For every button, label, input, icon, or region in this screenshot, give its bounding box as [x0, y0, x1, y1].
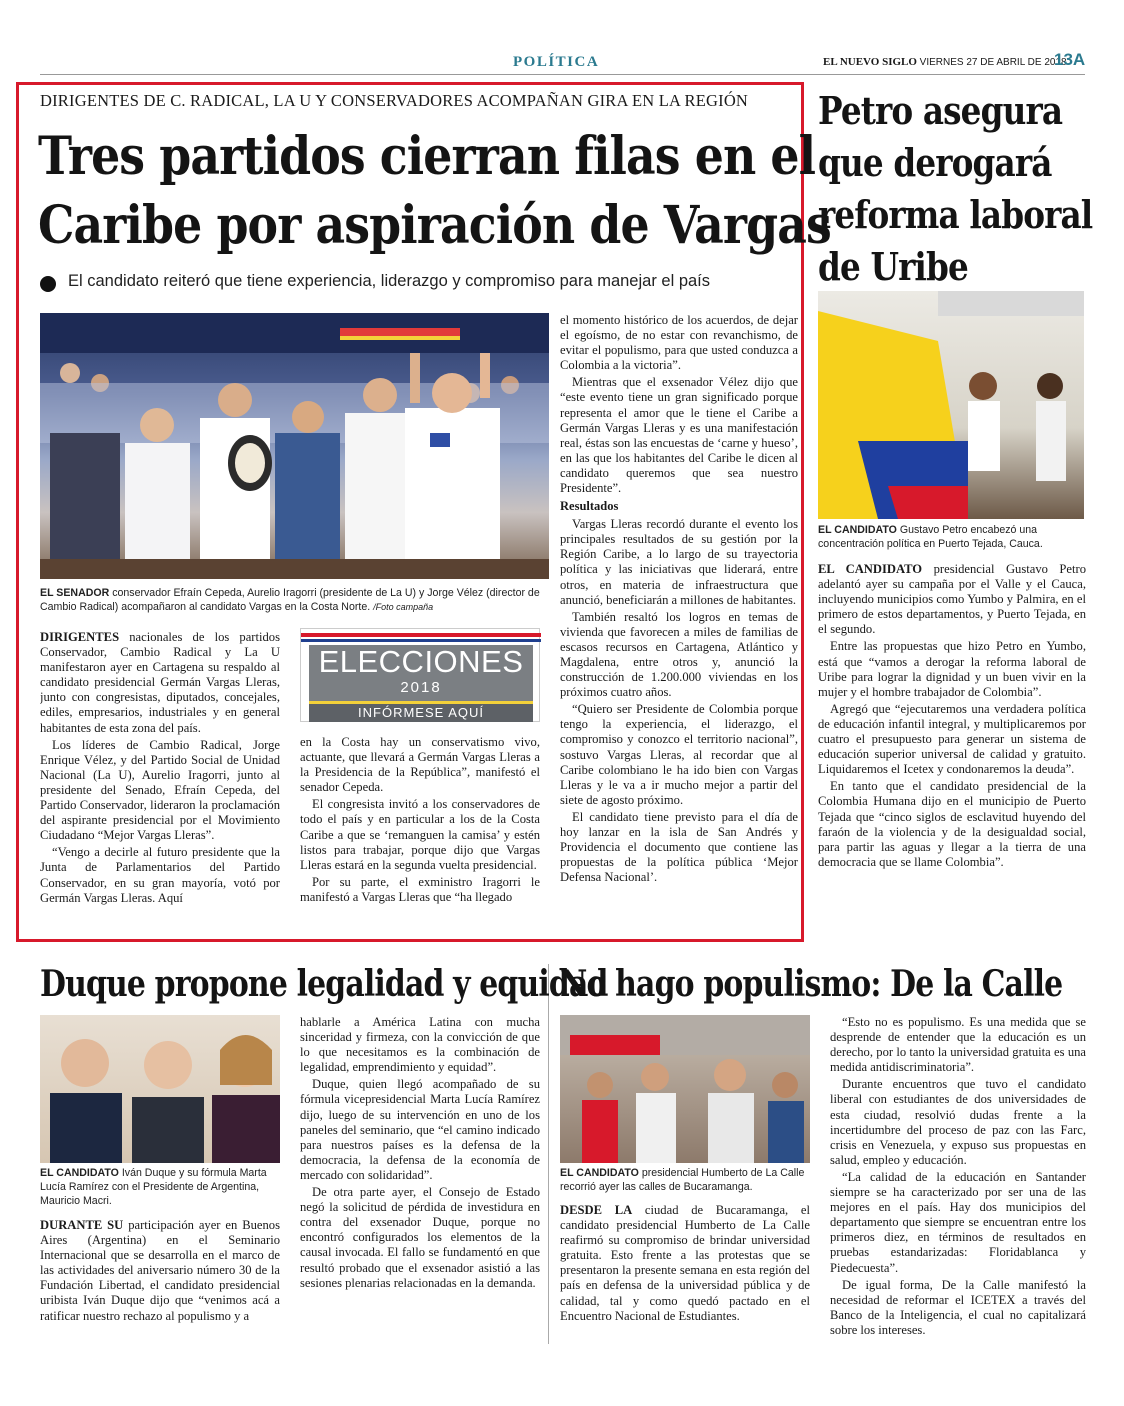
main-headline-line1: Tres partidos cierran filas en el — [38, 126, 816, 187]
issue-date: VIERNES 27 DE ABRIL DE 2018 — [919, 57, 1067, 68]
header-rule — [40, 74, 1085, 75]
petro-photo-caption — [818, 523, 1084, 551]
petro-paragraph-1 — [818, 562, 1086, 637]
main-col3-paragraph-5: “Quiero ser Presidente de Colombia porque tengo la experiencia, el liderazgo, el compromiso y conozco el territorio nacional”, sostuvo Vargas Lleras, al recordar que al Caribe colombiano le ha ido bien con Vargas Lleras y le va a ir mucho mejor a partir del siete de agosto próximo. — [560, 702, 798, 807]
duque-caption-text: Iván Duque y su fórmula Marta Lucía Ramírez con el Presidente de Argentina, Mauricio Macri. — [40, 1167, 267, 1207]
petro-caption-lead: EL CANDIDATO — [818, 524, 897, 536]
deck-bullet-icon — [40, 276, 56, 292]
duque-lead: DURANTE SU — [40, 1218, 124, 1232]
duque-column-1 — [40, 1218, 280, 1348]
delacalle-paragraph-4: “La calidad de la educación en Santander siempre se ha caracterizado por ser una de las mejores en el país. Hay dos municipios del departamento que siempre se encuentran entre los primeros diez, en términos de resultados en pruebas estandarizadas: Floridablanca y Piedecuesta”. — [830, 1169, 1086, 1275]
duque-paragraph-3: Duque, quien llegó acompañado de su fórmula vicepresidencial Marta Lucía Ramírez dijo, luego de su intervención en uno de los paneles del seminario, que “el camino indicado para nuestros países es la defensa de la democracia, la defensa de la economía de mercado con solidaridad”. — [300, 1077, 540, 1182]
main-col3-paragraph-1: el momento histórico de los acuerdos, de dejar el egoísmo, de no estar con revanchismo, de evitar el populismo, para que usted conduzca a Colombia a la victoria”. — [560, 313, 798, 373]
duque-paragraph-2: hablarle a América Latina con mucha sinceridad y firmeza, con la convicción de que lo que necesitamos es la combinación de legalidad, emprendimiento y equidad”. — [300, 1015, 540, 1075]
caption-lead: EL SENADOR — [40, 587, 110, 599]
petro-headline-line3: reforma laboral — [818, 192, 1093, 237]
duque-paragraph-1 — [40, 1218, 280, 1324]
petro-lead: EL CANDIDATO — [818, 562, 923, 576]
caption-credit: /Foto campaña — [373, 602, 434, 612]
main-photo-caption — [40, 586, 555, 614]
main-paragraph-1 — [40, 630, 280, 736]
main-column-3 — [560, 313, 798, 935]
delacalle-caption-lead: EL CANDIDATO — [560, 1167, 639, 1179]
petro-p1-text: presidencial Gustavo Petro adelantó ayer su campaña por el Valle y el Cauca, incluyendo municipios como Yumbo y Palmira, en el primero de estos departamentos, y Puerto Tejada, en el segundo. — [818, 562, 1086, 637]
delacalle-photo — [560, 1015, 810, 1163]
dropcap-lead: DIRIGENTES — [40, 630, 120, 644]
main-col3-paragraph-4: También resaltó los logros en temas de vivienda que favorecen a miles de familias de escasos recursos en Cartagena, Atlántico y Magdalena, entre otros y, anunció la construcción de 1.200.000 viviendas en los próximos cuatro años. — [560, 609, 798, 700]
delacalle-caption-text: presidencial Humberto de La Calle recorrió ayer las calles de Bucaramanga. — [560, 1167, 805, 1193]
main-photo — [40, 313, 549, 579]
ad-stripe-blue — [301, 639, 541, 642]
duque-paragraph-4: De otra parte ayer, el Consejo de Estado negó la solicitud de pérdida de investidura en contra del exsenador Duque, porque no encontró configurados los elementos de la causal invocada. El fallo se fundamentó en que resultó probado que el exsenador asistió a las sesiones plenarias relacionadas en la demanda. — [300, 1185, 540, 1290]
delacalle-paragraph-3: Durante encuentros que tuvo el candidato liberal con estudiantes de dos universidades de esta ciudad, resolvió dudas frente a la incertidumbre del proceso de paz con las Farc, crisis en Venezuela, y expuso sus propuestas en salud, empleo y educación. — [830, 1077, 1086, 1167]
main-deck: El candidato reiteró que tiene experiencia, liderazgo y compromiso para manejar el país — [68, 272, 711, 290]
masthead-name: EL NUEVO SIGLO — [823, 56, 917, 68]
event-crowd-illustration — [40, 313, 549, 579]
duque-p1-text: participación ayer en Buenos Aires (Argentina) en el Seminario Internacional que se desarrolla en el marco de las actividades del aniversario número 30 de la Fundación Libertad, el candidato presidencial uribista Iván Duque dijo que “venimos acá a ratificar nuestro rechazo al populismo y a — [40, 1218, 280, 1323]
duque-headline: Duque propone legalidad y equidad — [40, 963, 608, 1005]
petro-paragraph-4: En tanto que el candidato presidencial de la Colombia Humana dijo en el municipio de Puerto Tejada que “cinco siglos de esclavitud huyendo del faraón de la violencia y de la desigualdad social, para partir las aguas y llegar a la tierra de una democracia que se llame Colombia”. — [818, 779, 1086, 869]
petro-photo — [818, 291, 1084, 519]
page-number: 13A — [1054, 50, 1086, 69]
main-col2-paragraph-2: El congresista invitó a los conservadores de todo el país y en particular a los de la Costa Caribe a que se ‘remanguen la camisa’ y estén listos para trabajar, porque dijo que Vargas Lleras estará en la segunda vuelta presidencial. — [300, 797, 540, 872]
delacalle-paragraph-2: “Esto no es populismo. Es una medida que se desprende de entender que la educación es un derecho, por lo tanto la universidad gratuita es una medida antidiscriminatoria”. — [830, 1015, 1086, 1075]
elecciones-ad[interactable] — [300, 628, 540, 722]
vertical-divider-bottom — [548, 964, 549, 1344]
main-col3-paragraph-3: Vargas Lleras recordó durante el evento los principales resultados de su gestión por la Región Caribe, a lo largo de su trayectoria política y las iniciativas que liderará, entre otros, en materia de infraestructura que anunció, beneficiarán a millones de habitantes. — [560, 517, 798, 607]
petro-headline-line2: que derogará — [818, 140, 1052, 185]
delacalle-headline: No hago populismo: De la Calle — [560, 963, 1063, 1005]
main-col2-paragraph-3: Por su parte, el exministro Iragorri le manifestó a Vargas Lleras que “ha llegado — [300, 874, 540, 904]
petro-body — [818, 562, 1086, 938]
masthead — [823, 56, 1067, 68]
street-crowd-illustration — [560, 1015, 810, 1163]
main-column-1 — [40, 630, 280, 935]
ad-cta[interactable]: INFÓRMESE AQUÍ — [309, 704, 533, 722]
delacalle-column-1 — [560, 1203, 810, 1349]
delacalle-photo-caption — [560, 1166, 810, 1194]
ad-year: 2018 — [400, 679, 442, 696]
duque-caption-lead: EL CANDIDATO — [40, 1167, 119, 1179]
delacalle-paragraph-5: De igual forma, De la Calle manifestó la necesidad de reformar el ICETEX a través del Banco de la Inteligencia, el cual no capitalizará sobre los intereses. — [830, 1277, 1086, 1337]
ad-title: ELECCIONES — [318, 644, 524, 679]
section-label: POLÍTICA — [513, 54, 600, 70]
delacalle-column-2 — [830, 1015, 1086, 1349]
main-headline-line2: Caribe por aspiración de Vargas — [38, 195, 831, 256]
petro-paragraph-2: Entre las propuestas que hizo Petro en Yumbo, está que “vamos a derogar la reforma laboral de Uribe para lograr la dignidad y un buen vivir en la mujer y el hombre trabajador de Colombia”. — [818, 639, 1086, 699]
duque-photo-caption — [40, 1166, 280, 1208]
duque-column-2 — [300, 1015, 540, 1349]
petro-paragraph-3: Agregó que “ejecutaremos una verdadera política de educación infantil integral, y multiplicaremos por cuatro el presupuesto para generar un sistema de educación superior universal de calidad y gratuito. Liquidaremos el Icetex y condonaremos la deuda”. — [818, 701, 1086, 777]
main-col3-paragraph-6: El candidato tiene previsto para el día de hoy lanzar en la isla de San Andrés y Providencia el documento que contiene las propuestas de la política pública ‘Mejor Defensa Nacional’. — [560, 809, 798, 885]
petro-caption-text: Gustavo Petro encabezó una concentración política en Puerto Tejada, Cauca. — [818, 524, 1043, 550]
ad-stripe-red — [301, 633, 541, 637]
main-paragraph-2: Los líderes de Cambio Radical, Jorge Enrique Vélez, y del Partido Social de Unidad Nacional (La U), Aurelio Iragorri, junto al presidente del Senado, Efraín Cepeda, del Partido Conservador, lideraron la proclamación del aspirante presidencial por el Movimiento Ciudadano “Mejor Vargas Lleras”. — [40, 737, 280, 843]
main-kicker: DIRIGENTES DE C. RADICAL, LA U Y CONSERVADORES ACOMPAÑAN GIRA EN LA REGIÓN — [40, 91, 749, 110]
main-p1-text: nacionales de los partidos Conservador, Cambio Radical y La U manifestaron ayer en Cartagena su respaldo al candidato presidencial Germán Vargas Lleras, junto con congresistas, diputados, concejales, ediles, empresarios, industriales y en general habitantes de esta zona del país. — [40, 630, 280, 735]
petro-headline-line1: Petro asegura — [818, 88, 1063, 133]
petro-headline-line4: de Uribe — [818, 244, 968, 289]
subhead-resultados: Resultados — [560, 499, 619, 514]
three-people-illustration — [40, 1015, 280, 1163]
main-col2-paragraph-1: en la Costa hay un conservatismo vivo, actuante, que llevará a Germán Vargas Lleras a la Presidencia de la República”, manifestó el senador Cepeda. — [300, 735, 540, 795]
colombian-flag-illustration — [818, 291, 1084, 519]
main-col3-paragraph-2: Mientras que el exsenador Vélez dijo que “este evento tiene un gran significado porque representa el amor que le tiene el Caribe a Germán Vargas Lleras y es una manifestación real, éstas son las encuestas de ‘carne y hueso’, en las que los habitantes del Caribe le dicen al candidato queremos que sea nuestro Presidente”. — [560, 375, 798, 496]
delacalle-lead: DESDE LA — [560, 1203, 633, 1217]
duque-photo — [40, 1015, 280, 1163]
delacalle-p1-text: ciudad de Bucaramanga, el candidato presidencial Humberto de La Calle reafirmó su compromiso de brindar universidad gratuita. Esto frente a las protestas que se presentaron la presente semana en esta región del país en defensa de la universidad pública y de calidad, tal y como quedó pactado en el Encuentro Nacional de Estudiantes. — [560, 1203, 810, 1323]
caption-text: conservador Efraín Cepeda, Aurelio Iragorri (presidente de La U) y Jorge Vélez (director de Cambio Radical) acompañaron al candidato Vargas en la Costa Norte. — [40, 587, 540, 613]
delacalle-paragraph-1 — [560, 1203, 810, 1324]
main-column-2 — [300, 735, 540, 935]
main-paragraph-3: “Vengo a decirle al futuro presidente que la Junta de Parlamentarios del Partido Conservador, en su gran mayoría, votó por Germán Vargas Lleras. Aquí — [40, 845, 280, 905]
